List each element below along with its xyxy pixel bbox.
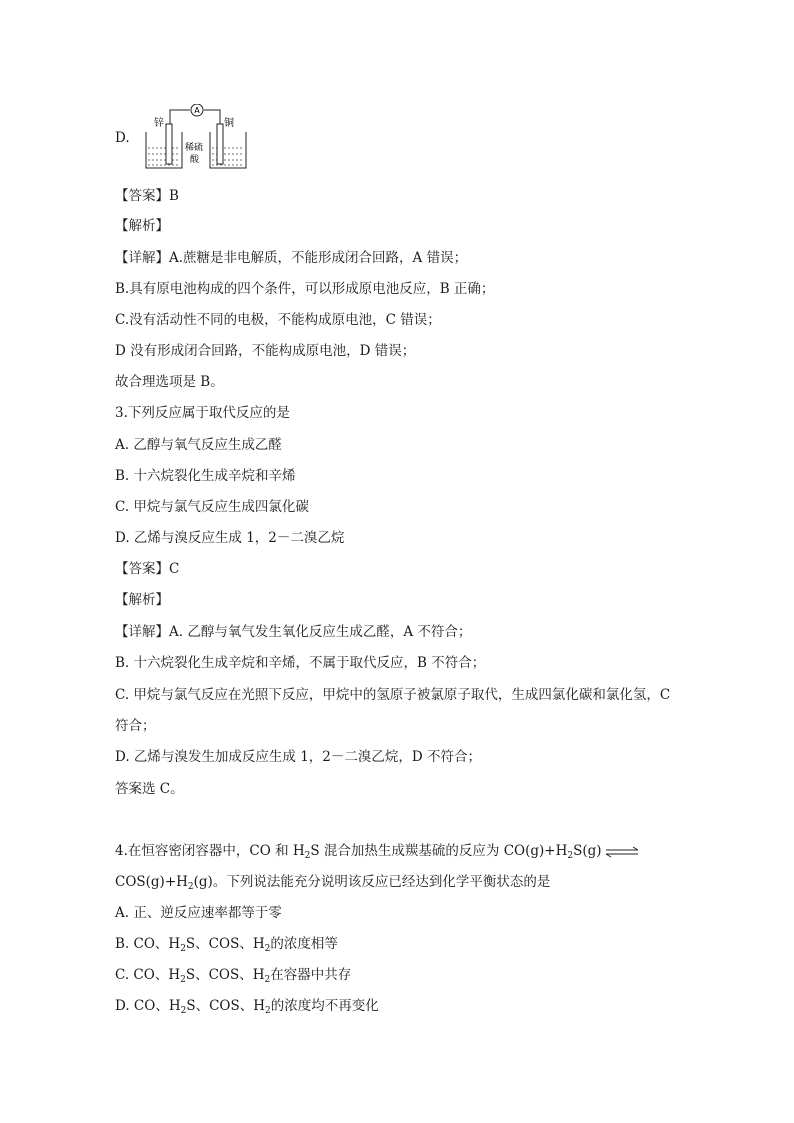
subscript: 2 xyxy=(567,851,574,861)
q4-stem-text: 4.在恒容密闭容器中，CO 和 H xyxy=(115,843,305,859)
q2-detail-line: 【详解】A.蔗糖是非电解质，不能形成闭合回路，A 错误； xyxy=(115,250,468,266)
q2-analysis-heading: 【解析】 xyxy=(115,218,169,234)
q4-option-c xyxy=(115,965,351,990)
subscript: 2 xyxy=(265,1006,271,1016)
q4-option-text: S、COS、H xyxy=(186,998,266,1014)
subscript: 2 xyxy=(264,975,271,985)
q3-detail-line: 符合； xyxy=(115,718,156,734)
q2-detail-line: C.没有活动性不同的电极，不能构成原电池，C 错误； xyxy=(115,312,441,328)
q4-option-text: B. CO、H xyxy=(115,936,181,952)
q4-stem-continued xyxy=(115,872,550,897)
q4-stem-text: S 混合加热生成羰基硫的反应为 CO(g)+H xyxy=(310,843,568,859)
zinc-label: 锌 xyxy=(154,118,164,129)
q4-option-b xyxy=(115,934,338,959)
q4-option-text: D. CO、H xyxy=(115,998,181,1014)
q3-detail-line: D. 乙烯与溴发生加成反应生成 1，2－二溴乙烷，D 不符合； xyxy=(115,749,482,765)
ammeter-label: A xyxy=(194,106,200,115)
q4-stem-text: (g)。下列说法能充分说明该反应已经达到化学平衡状态的是 xyxy=(193,874,551,890)
q3-detail-line: 【详解】A. 乙醇与氧气发生氧化反应生成乙醛，A 不符合； xyxy=(115,624,472,640)
q4-option-text: 在容器中共存 xyxy=(270,967,352,983)
q3-answer: 【答案】C xyxy=(115,561,180,577)
q3-stem: 3.下列反应属于取代反应的是 xyxy=(115,405,290,421)
subscript: 2 xyxy=(264,944,271,954)
q4-option-text: 的浓度相等 xyxy=(270,936,338,952)
zinc-electrode xyxy=(166,124,172,164)
electrolyte-label-1: 稀硫 xyxy=(185,143,204,153)
q4-option-text: S、COS、H xyxy=(185,936,265,952)
q4-stem-text: COS(g)+H xyxy=(115,874,188,890)
electrolyte-label-2: 酸 xyxy=(190,155,200,165)
q4-option-text: C. CO、H xyxy=(115,967,181,983)
copper-electrode xyxy=(217,124,223,164)
q4-option-a: A. 正、逆反应速率都等于零 xyxy=(115,905,282,921)
q4-stem-text: S(g) xyxy=(573,843,602,859)
q3-detail-line: 答案选 C。 xyxy=(115,781,184,797)
q3-option: D. 乙烯与溴反应生成 1，2－二溴乙烷 xyxy=(115,530,345,546)
galvanic-cell-diagram xyxy=(142,104,252,172)
q3-option: B. 十六烷裂化生成辛烷和辛烯 xyxy=(115,468,296,484)
q4-option-d xyxy=(115,996,379,1021)
q3-option: C. 甲烷与氯气反应生成四氯化碳 xyxy=(115,499,309,515)
subscript: 2 xyxy=(180,944,186,954)
q2-option-d-label: D. xyxy=(115,130,130,146)
equilibrium-arrow-icon xyxy=(604,846,640,858)
q4-option-text: S、COS、H xyxy=(185,967,265,983)
q4-stem xyxy=(115,841,640,866)
q3-analysis-heading: 【解析】 xyxy=(115,592,169,608)
q3-detail-line: C. 甲烷与氯气反应在光照下反应，甲烷中的氢原子被氯原子取代，生成四氯化碳和氯化氢，C xyxy=(115,687,671,703)
subscript: 2 xyxy=(187,882,194,892)
subscript: 2 xyxy=(304,851,311,861)
q2-detail-line: B.具有原电池构成的四个条件，可以形成原电池反应，B 正确； xyxy=(115,281,495,297)
q3-option: A. 乙醇与氧气反应生成乙醛 xyxy=(115,437,282,453)
q4-option-text: 的浓度均不再变化 xyxy=(270,998,379,1014)
q2-detail-line: D 没有形成闭合回路，不能构成原电池，D 错误； xyxy=(115,343,416,359)
copper-label: 铜 xyxy=(224,118,234,129)
q3-detail-line: B. 十六烷裂化生成辛烷和辛烯，不属于取代反应，B 不符合； xyxy=(115,655,486,671)
subscript: 2 xyxy=(180,975,186,985)
subscript: 2 xyxy=(180,1006,187,1016)
q2-answer: 【答案】B xyxy=(115,188,179,204)
q2-detail-line: 故合理选项是 B。 xyxy=(115,374,224,390)
